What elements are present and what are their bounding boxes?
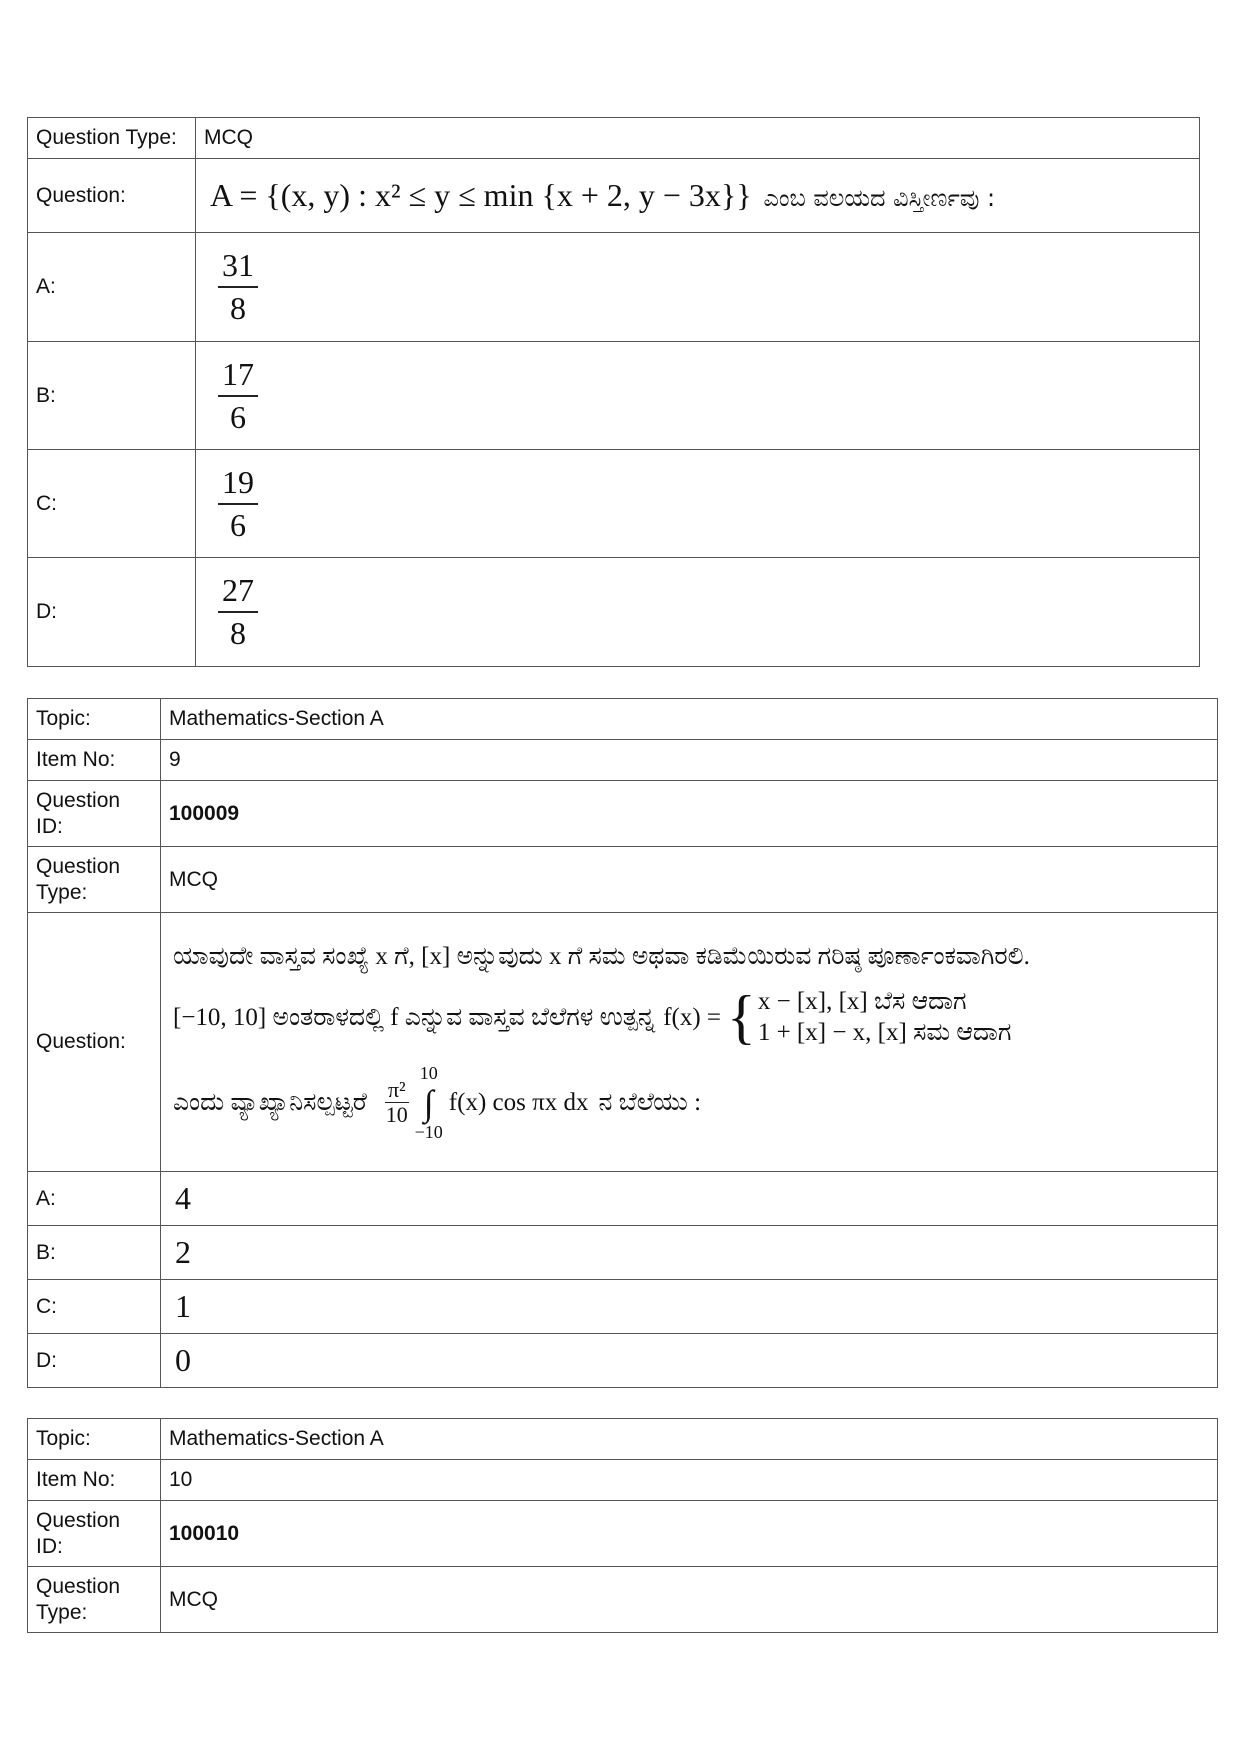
integral-icon: ∫ xyxy=(423,1082,434,1123)
topic-label: Topic: xyxy=(28,1419,161,1460)
case-even: 1 + [x] − x, [x] ಸಮ ಆದಾಗ xyxy=(757,1019,1012,1047)
option-b-label: B: xyxy=(28,1226,161,1280)
item-no-value: 9 xyxy=(161,740,1218,781)
question-id-label: Question ID: xyxy=(28,781,161,847)
option-c xyxy=(196,450,1200,558)
option-d-fraction xyxy=(204,572,258,652)
topic-label: Topic: xyxy=(28,699,161,740)
option-a-fraction xyxy=(204,247,258,327)
coefficient-denominator: 10 xyxy=(385,1102,408,1128)
option-c-fraction xyxy=(204,464,258,544)
question-id-value: 100010 xyxy=(161,1501,1218,1567)
option-b-label: B: xyxy=(28,342,196,450)
coefficient-fraction xyxy=(385,1078,409,1127)
item-no-label: Item No: xyxy=(28,1460,161,1501)
question-line-3-suffix: ನ ಬೆಲೆಯು : xyxy=(598,1089,702,1117)
question-line-2-text: [−10, 10] ಅಂತರಾಳದಲ್ಲಿ f ಎನ್ನುವ ವಾಸ್ತವ ಬೆಲೆಗಳ ಉತ್ಪನ್ನ xyxy=(173,1003,656,1031)
brace-icon: { xyxy=(727,984,756,1051)
option-c-value: 1 xyxy=(161,1280,1218,1334)
question-text xyxy=(161,913,1218,1172)
option-d-value: 0 xyxy=(161,1334,1218,1388)
option-a-denominator: 8 xyxy=(230,290,246,326)
question-line-2 xyxy=(173,986,1209,1049)
question-kannada: ಎಂಬ ವಲಯದ ವಿಸ್ತೀರ್ಣವು : xyxy=(763,184,996,212)
question-line-3-text: ಎಂದು ವ್ಯಾಖ್ಯಾನಿಸಲ್ಪಟ್ಟರೆ xyxy=(173,1089,367,1117)
question-type-value: MCQ xyxy=(196,118,1200,159)
option-a xyxy=(196,233,1200,342)
option-b-denominator: 6 xyxy=(230,398,246,435)
option-a-numerator: 31 xyxy=(218,247,258,288)
question-id-value: 100009 xyxy=(161,781,1218,847)
option-c-label: C: xyxy=(28,450,196,558)
integral-upper-limit: 10 xyxy=(419,1063,438,1084)
question-type-label: Question Type: xyxy=(28,847,161,913)
question-text xyxy=(196,159,1200,233)
option-c-label: C: xyxy=(28,1280,161,1334)
coefficient-numerator: π² xyxy=(385,1078,409,1103)
question-type-value: MCQ xyxy=(161,847,1218,913)
question-10-table xyxy=(27,1418,1218,1633)
cases xyxy=(758,986,1012,1049)
question-label: Question: xyxy=(28,913,161,1172)
option-a-label: A: xyxy=(28,233,196,342)
option-d-label: D: xyxy=(28,1334,161,1388)
option-d-denominator: 8 xyxy=(230,615,246,651)
option-c-numerator: 19 xyxy=(218,464,258,505)
question-8-table xyxy=(27,117,1200,667)
option-b xyxy=(196,342,1200,450)
question-type-label: Question Type: xyxy=(28,1567,161,1633)
option-c-denominator: 6 xyxy=(230,506,246,543)
option-b-value: 2 xyxy=(161,1226,1218,1280)
question-line-1 xyxy=(173,941,1209,972)
question-type-label: Question Type: xyxy=(28,118,196,159)
option-a-label: A: xyxy=(28,1172,161,1226)
question-id-label: Question ID: xyxy=(28,1501,161,1567)
option-d-label: D: xyxy=(28,558,196,667)
option-b-numerator: 17 xyxy=(218,356,258,397)
integral-sign xyxy=(415,1062,443,1143)
piecewise-function xyxy=(663,986,1011,1049)
topic-value: Mathematics-Section A xyxy=(161,699,1218,740)
option-a-value: 4 xyxy=(161,1172,1218,1226)
integral-expression xyxy=(385,1062,589,1143)
question-line-1-text: ಯಾವುದೇ ವಾಸ್ತವ ಸಂಖ್ಯೆ x ಗೆ, [x] ಅನ್ನುವುದು x ಗೆ ಸಮ ಅಥವಾ ಕಡಿಮೆಯಿರುವ ಗರಿಷ್ಠ ಪೂರ್ಣಾಂಕವಾಗಿರಲಿ. xyxy=(173,942,1030,970)
question-9-table xyxy=(27,698,1218,1388)
option-b-fraction xyxy=(204,356,258,436)
question-line-3 xyxy=(173,1062,1209,1143)
item-no-label: Item No: xyxy=(28,740,161,781)
case-odd: x − [x], [x] ಬೆಸ ಆದಾಗ xyxy=(757,987,967,1015)
option-d-numerator: 27 xyxy=(218,572,258,613)
item-no-value: 10 xyxy=(161,1460,1218,1501)
option-d xyxy=(196,558,1200,667)
function-label: f(x) = xyxy=(663,1003,722,1031)
question-label: Question: xyxy=(28,159,196,233)
topic-value: Mathematics-Section A xyxy=(161,1419,1218,1460)
integrand: f(x) cos πx dx xyxy=(448,1089,589,1117)
integral-lower-limit: −10 xyxy=(414,1121,443,1142)
question-type-value: MCQ xyxy=(161,1567,1218,1633)
question-math: A = {(x, y) : x² ≤ y ≤ min {x + 2, y − 3x}} xyxy=(210,177,752,213)
